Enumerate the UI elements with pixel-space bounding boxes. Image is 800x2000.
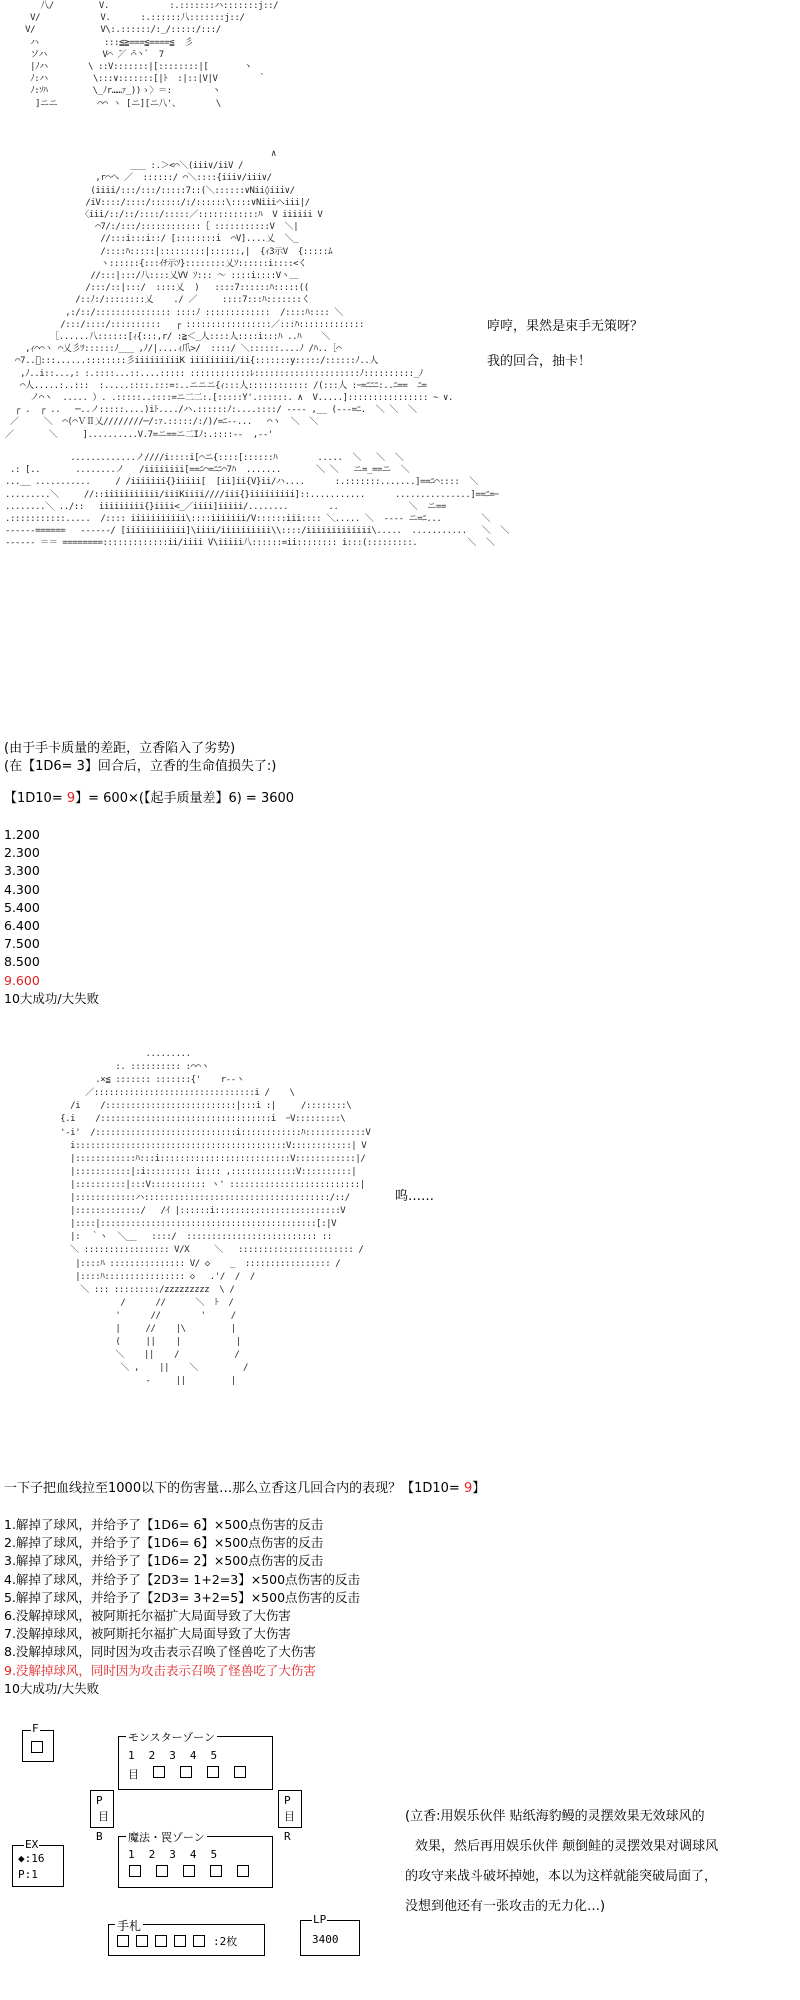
hand-cards	[116, 1933, 237, 1949]
commentary-line-4: 没想到他还有一张攻击的无力化…)	[405, 1899, 606, 1914]
backrow-slot-numbers	[128, 1848, 217, 1861]
hand-card	[136, 1935, 148, 1947]
zone-slot-number: 4	[189, 1848, 197, 1861]
roll-table-row: 10大成功/大失败	[4, 990, 100, 1006]
outcome-table-row: 2.解掉了球风，并给予了【1D6= 6】×500点伤害的反击	[4, 1535, 324, 1551]
backrow-card	[237, 1865, 249, 1877]
outcome-table	[4, 1516, 360, 1698]
commentary-line-1: (立香:用娱乐伙伴 贴纸海豹鳗的灵摆效果无效球风的	[405, 1809, 705, 1824]
zone-slot-number: 4	[189, 1749, 197, 1762]
commentary-line-3: 的攻守来战斗破坏掉她，本以为这样就能突破局面了，	[405, 1869, 718, 1884]
monster-card	[153, 1766, 165, 1778]
roll-table	[4, 826, 99, 1008]
outcome-table-row: 4.解掉了球风，并给予了【2D3= 1+2=3】×500点伤害的反击	[4, 1571, 361, 1587]
hand-card	[155, 1935, 167, 1947]
lp-value: 3400	[312, 1933, 339, 1946]
ascii-art-ground: .............ノ////i::::i[⌒ニ{::::[::::::ﾊ ..... ＼ ＼ ＼ .: [.. ........ノ /iiiiiiii[==ﾆ⌒=ﾆﾆ⌒7ﾊ ....... ＼ ＼ ニ=_==ニ ＼ ...__ ........... / /iiiiiii{}iiiii[ [ii]ii{V}ii/ハ.... :.:::::::.......]==ﾆ⌒:::: ＼ .........＼ //::iiiiiiiiiii/iiiKiiii////iii{}iiiiiiiii]::........... ...............]==ﾆ=ｰ ........＼ ../:: iiiiiiiii{}iiii<_／iiii]iiiii/........ .. ＼ ニ== .:::::::::::..... /:::: iiiiiiiiiii\::::iiiiiii/V::::::iii:::: ＼..... ＼ ---- ニ=ﾆ... ＼ ------====== ------/ [iiiiiiiiiiii]\iiii/iiiiiiiiii\\::::/iiiiiiiiiiiii\..... ........... ＼ ＼ ------ ＝＝ ========:::::::::::::ii/iiii V\iiiii八::::::=ii:::::::: i:::(:::::::::. ＼ ＼	[5, 453, 510, 549]
roll-table-row: 4.300	[4, 881, 40, 897]
extra-deck-count: ◆:16	[18, 1852, 45, 1865]
roll-table-row: 7.500	[4, 936, 40, 952]
outcome-table-row: 1.解掉了球风，并给予了【1D6= 6】×500点伤害的反击	[4, 1517, 324, 1532]
backrow-card	[183, 1865, 195, 1877]
hand-card	[193, 1935, 205, 1947]
monster-card	[180, 1766, 192, 1778]
roll-table-row: 5.400	[4, 899, 40, 915]
question-prefix: 一下子把血线拉至1000以下的伤害量…那么立香这几回合内的表现？【1D10=	[4, 1481, 464, 1496]
backrow-card	[129, 1865, 141, 1877]
zone-slot-number: 3	[169, 1749, 176, 1762]
hand-count: :2枚	[213, 1935, 238, 1948]
monster-card	[234, 1766, 246, 1778]
zone-slot-number: 1	[128, 1749, 135, 1762]
monster-card	[207, 1766, 219, 1778]
pendulum-right-label: P	[284, 1794, 291, 1807]
pendulum-left-label: P	[96, 1794, 103, 1807]
ascii-art-girl-throne: ∧ ___ :.＞<⌒＼(iii∨/iiV / ,r⌒ヘ ／ ::::::/ ⌒＼::::{iii∨/iii∨/ (iiii/:::/:::/:::::7::(＼::::::∨Nii◊iii∨/ /iV::::/::::/::::::/:/::::::\::::∨Niiiヘiii|/ 〈iii/::/::/::::/:::::／::::::::::::ﾊ V iiiiii V ⌒7/:/:::/::::::::::::｛ :::::::::::V ＼| //:::i:::i::/ [::::::::i ⌒V]....乂 ＼_ /::::ﾊ:::::|:::::::::|::::::,| {ｨ3示V {:::::ﾑ ヽ::::::{:::ｲﾁ示ｿ}::::::::乂ｿ::::::i::::<く //:::|:::/八::::乂VV ｿ::: ～ ::::i::::Vヽ＿ /:::/::|:::/ ::::乂 ) ::::7::::::ﾊ:::::(( /::ﾉ:/::::::::乂 ./ ／ ::::7:::ﾊ:::::::く ,:/::/::::::::::::::: ::::ﾉ ::::::::::::: /::::ﾊ:::: ＼ /:::/::::/:::::::::: ┌ :::::::::::::::::／:::ﾊ::::::::::::: ［......八::::::[ｨ{:::,r/ :≧＜_人::::人::::i:::ﾊ ..ﾊ ＼ ,ｨ⌒⌒ヽ ⌒乂彡ﾂ::::::ﾉ___ ,ﾉ/|....ｨ爪>/ ::::/ ＼::::::....ﾉ /ﾊ..［⌒ ⌒7..ﾞ:::......::::::::彡iiiiiiiiiK iiiiiiiii/ii{:::::::y:::::/::::::ﾉ..人 ,ﾉ..i::...,: :.::::...::....::::: ::::::::::::ﾚ:::::::::::::::::::::ﾉ::::::::::_ﾉ ⌒人.....:..::: :.....::::.:::=:..ニニニ{ｨ:::人:::::::::::: /(:::人 :ｰ=ﾆﾆﾆ:..ﾆ== ﾆ= ノ⌒ヽ ..... ）. .:::::..::::=ニ二二:.[:::::Y'.::::::. ∧ V.....]:::::::::::::::: ~ ∨. ┌ . ┌ .. ─..ノ:::::....)iﾄ..../ハ.::::::ﾉ:....::::/ ---- ,__ (---=ﾆ. ＼ ＼ ＼ ／ ＼ ⌒(⌒ＶⅡ乂////////─/:ｧ.:::::/:/)/=ﾆ--... ⌒ヽ ＼ ＼ ／ ＼ ]..........V.7=ニ==ニ二Iﾉ:.::::-- ,-‐'	[5, 149, 454, 440]
damage-formula	[4, 790, 294, 807]
zone-slot-number: 3	[169, 1848, 176, 1861]
ascii-art-top: 八/ V. :.:::::::ハ:::::::j::/ V/ V. :.::::::八:::::::j::/ V/ V\:.::::::/:_/:::::/:::/ ハ :::≦≧===≦====≦ 彡 ソハ V⌒ ̄／ ̄⌒丶ﾞ ̄7 |ﾉハ \ ::V:::::::|[::::::::|[ ヽ ﾉ:ハ \:::∨:::::::[|ﾄ :|::|V|V ｀ ﾉ:ｿﾊ \_ﾉr……ｧ_))ゝ〉＝: ヽ ]ニニ ⌒⌒ ヽ [ニ][ニ八'、 \	[25, 1, 279, 109]
hand-card	[117, 1935, 129, 1947]
zone-slot-number: 2	[148, 1848, 156, 1861]
main-deck-icon: 目	[128, 1768, 139, 1781]
backrow-left-label: B	[96, 1830, 103, 1843]
roll-table-row: 8.500	[4, 954, 40, 970]
question-suffix: 】	[472, 1481, 486, 1496]
zone-slot-number: 5	[210, 1848, 218, 1861]
formula-suffix: 】= 600×(【起手质量差】6) = 3600	[75, 791, 295, 806]
hand-card	[174, 1935, 186, 1947]
narration-line-2: (在【1D6= 3】回合后，立香的生命值损失了:)	[4, 759, 277, 774]
main-deck-left: 目	[98, 1810, 109, 1823]
ascii-art-crying-girl: ......... :. :::::::::: :⌒⌒ヽ .×≦ ::::::: :::::::{' r-‐ヽ ／::::::::::::::::::::::::::::::::i / \ /i /::::::::::::::::::::::::::|:::i :| /::::::::\ {.i /::::::::::::::::::::::::::::::::::i ｰV:::::::::\ '-i' /::::::::::::::::::::::::::::i::::::::::::ﾊ::::::::::::V i::::::::::::::::::::::::::::::::::::::::::V::::::::::::| V |::::::::::::ﾊ:::i::::::::::::::::::::::::::V::::::::::::|/ |:::::::::::|:i::::::::: i:::: ,:::::::::::::V::::::::::| |::::::::::|:::V::::::::::: ヽ' ::::::::::::::::::::::::::| |::::::::::::ハ:::::::::::::::::::::::::::::::::::::/::/ |:::::::::::::/ /ｲ |::::::i:::::::::::::::::::::::::V |::::|:::::::::::::::::::::::::::::::::::::::::::[:|V |: ｀ヽ ＼__ ::::/ :::::::::::::::::::::::::: :: ＼ ::::::::::::::::: V/X ＼ ::::::::::::::::::::::: / |::::ﾊ ::::::::::::::: V/ ◇ _ ::::::::::::::::: / |::::ﾊ:::::::::::::::: ◇ .'/ / / ＼ ::: :::::::::/zzzzzzzzz \ / / // ＼ ﾄ / ' // ' / | // |\ | ( || | | ＼ || / / ＼ , || ＼ / - || |	[60, 1049, 371, 1387]
question-roll: 9	[463, 1481, 473, 1496]
roll-table-row: 3.300	[4, 863, 40, 879]
question-line	[4, 1480, 485, 1497]
hand-label: 手札	[117, 1919, 142, 1933]
outcome-table-row: 9.没解掉球风，同时因为攻击表示召唤了怪兽吃了大伤害	[4, 1662, 316, 1678]
outcome-table-row: 6.没解掉球风，被阿斯托尔福扩大局面导致了大伤害	[4, 1608, 291, 1624]
outcome-table-row: 7.没解掉球风，被阿斯托尔福扩大局面导致了大伤害	[4, 1626, 291, 1642]
lp-label: LP	[313, 1913, 327, 1926]
pendulum-left-box	[90, 1790, 114, 1828]
outcome-table-row: 3.解掉了球风，并给予了【1D6= 2】×500点伤害的反击	[4, 1553, 324, 1569]
roll-table-row: 6.400	[4, 918, 40, 934]
roll-table-row: 9.600	[4, 972, 40, 988]
commentary-line-2: 效果，然后再用娱乐伙伴 颠倒鲑的灵摆效果对调球风	[415, 1839, 719, 1854]
field-zone-label: F	[32, 1722, 39, 1735]
backrow-card	[210, 1865, 222, 1877]
outcome-table-row: 10大成功/大失败	[4, 1680, 100, 1696]
dialogue-line-1: 哼哼，果然是束手无策呀？	[487, 319, 644, 334]
formula-prefix: 【1D10=	[4, 791, 67, 806]
narration-line-1: (由于手卡质量的差距，立香陷入了劣势)	[4, 741, 236, 756]
formula-roll: 9	[66, 791, 76, 806]
backrow-right-label: R	[284, 1830, 291, 1843]
roll-table-row: 1.200	[4, 827, 40, 842]
zone-slot-number: 5	[210, 1749, 218, 1762]
zone-slot-number: 1	[128, 1848, 135, 1861]
backrow-zone-label: 魔法・罠ゾーン	[128, 1831, 205, 1844]
dialogue-line-2: 我的回合，抽卡！	[487, 354, 592, 369]
backrow-slot-cards	[128, 1865, 250, 1877]
outcome-table-row: 8.没解掉球风，同时因为攻击表示召唤了怪兽吃了大伤害	[4, 1644, 316, 1660]
field-zone-card	[31, 1741, 43, 1753]
roll-table-row: 2.300	[4, 845, 40, 861]
outcome-table-row: 5.解掉了球风，并给予了【2D3= 3+2=5】×500点伤害的反击	[4, 1589, 361, 1605]
backrow-card	[156, 1865, 168, 1877]
monster-slot-numbers	[128, 1749, 217, 1762]
extra-deck-label: EX	[25, 1838, 39, 1851]
monster-slot-cards	[128, 1766, 247, 1782]
dialogue-sob: 呜……	[395, 1189, 435, 1204]
monster-zone-label: モンスターゾーン	[128, 1731, 216, 1744]
zone-slot-number: 2	[148, 1749, 156, 1762]
extra-deck-right: 目	[284, 1810, 295, 1823]
pendulum-right-box	[278, 1790, 302, 1828]
pendulum-count: P:1	[18, 1868, 38, 1881]
